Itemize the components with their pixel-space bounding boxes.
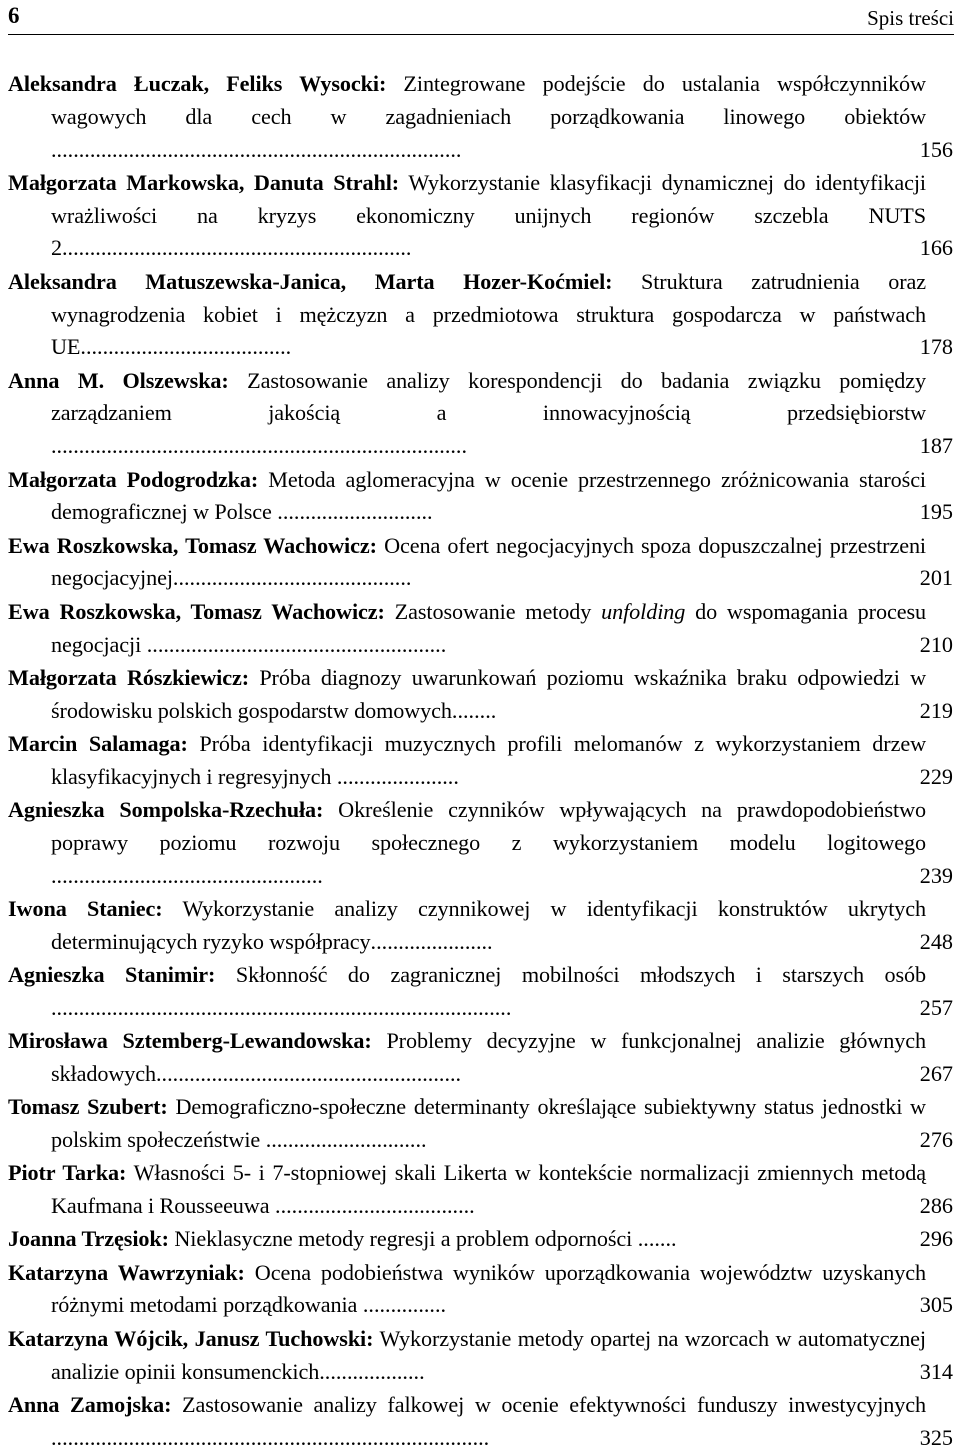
toc-entry [8, 365, 954, 463]
toc-entry-title: Ocena ofert negocjacyjnych spoza dopuszczalnej przestrzeni negocjacyjnej [51, 532, 926, 591]
toc-entry-title-start: Zastosowanie metody [394, 598, 592, 624]
toc-leader-dots: ................................................. [51, 862, 323, 888]
toc-page-number: 257 [919, 994, 953, 1020]
toc-entry-text [8, 959, 926, 1025]
toc-entry [8, 1257, 954, 1323]
toc-entry-authors: Anna M. Olszewska: [8, 367, 229, 393]
toc-entry-text [8, 893, 926, 959]
toc-leader-dots: ...................................................... [141, 631, 447, 657]
toc-entry-title: Problemy decyzyjne w funkcjonalnej analizie głównych składowych [51, 1028, 926, 1086]
toc-leader-dots: ...................................... [80, 334, 292, 360]
toc-leader-dots: ............... [357, 1292, 447, 1318]
toc-entry [8, 530, 954, 596]
toc-entry-title: Określenie czynników wpływających na prawdopodobieństwo poprawy poziomu rozwoju społecznego z wykorzystaniem modelu logitowego [51, 797, 926, 855]
toc-page-number: 286 [919, 1193, 953, 1219]
page-header [8, 0, 954, 35]
toc-entry [8, 167, 954, 265]
toc-entry-title: Własności 5- i 7-stopniowej skali Likerta w kontekście normalizacji zmiennych metodą Kaufmana i Rousseeuwa [51, 1160, 926, 1219]
toc-entry-text [8, 530, 926, 596]
toc-entry-authors: Małgorzata Rószkiewicz: [8, 664, 249, 690]
toc-entry-text [8, 365, 926, 463]
toc-entry-authors: Piotr Tarka: [8, 1160, 127, 1186]
toc-entry [8, 596, 954, 662]
toc-entry-authors: Marcin Salamaga: [8, 730, 188, 756]
toc-entry [8, 1323, 954, 1389]
toc-entry [8, 266, 954, 364]
toc-entry-text [8, 266, 926, 364]
toc-entry-authors: Aleksandra Łuczak, Feliks Wysocki: [8, 71, 387, 96]
toc-page-number: 305 [919, 1292, 953, 1318]
toc-entry [8, 464, 954, 530]
toc-page-number: 248 [919, 928, 953, 954]
toc-entry-title-italic: unfolding [601, 598, 686, 624]
toc-page-number: 210 [919, 631, 953, 657]
toc-entry-text [8, 794, 926, 892]
toc-entry-title: do wspomagania procesu negocjacji [51, 598, 926, 657]
toc-entry [8, 662, 954, 728]
toc-leader-dots: ....... [632, 1226, 677, 1252]
toc-entry-authors: Iwona Staniec: [8, 895, 163, 921]
toc-entry-text [8, 464, 926, 530]
toc-entry-authors: Aleksandra Matuszewska-Janica, Marta Hozer-Koćmiel: [8, 268, 613, 294]
toc-entry [8, 68, 954, 166]
toc-leader-dots: ........................................................................... [51, 433, 468, 459]
toc-entry-title: Zastosowanie analizy korespondencji do badania związku pomiędzy zarządzaniem jakością a innowacyjnością przedsiębiorstw [51, 367, 927, 426]
toc-leader-dots: .......................................................................... [51, 136, 462, 162]
toc-entry-authors: Katarzyna Wójcik, Janusz Tuchowski: [8, 1325, 374, 1351]
toc-entry-authors: Mirosława Sztemberg-Lewandowska: [8, 1028, 372, 1054]
toc-entry-text [8, 1323, 926, 1389]
toc-page-number: 325 [919, 1424, 953, 1450]
toc-entry-authors: Agnieszka Stanimir: [8, 962, 216, 988]
toc-entry [8, 1157, 954, 1223]
toc-leader-dots: ...................... [331, 763, 459, 789]
toc-entry-title: Próba diagnozy uwarunkowań poziomu wskaźnika braku odpowiedzi w środowisku polskich gospodarstw domowych [51, 664, 926, 723]
toc-entry-text [8, 728, 926, 794]
toc-page-number: 201 [919, 565, 953, 591]
toc-entry [8, 1389, 954, 1455]
toc-leader-dots: ........................................... [172, 565, 412, 591]
toc-entry-text [8, 1157, 926, 1223]
toc-entry-title: Demograficzno-społeczne determinanty określające subiektywny status jednostki w polskim społeczeństwie [51, 1094, 926, 1152]
toc-entry-title: Wykorzystanie analizy czynnikowej w identyfikacji konstruktów ukrytych determinujących ryzyko współpracy [51, 895, 926, 954]
toc-entry-text [8, 662, 926, 728]
toc-leader-dots: ...................... [370, 928, 493, 954]
toc-entry-text [8, 1389, 926, 1455]
toc-entry-authors: Ewa Roszkowska, Tomasz Wachowicz: [8, 532, 377, 558]
toc-entry-text [8, 1223, 926, 1256]
toc-entry [8, 1025, 954, 1091]
toc-entry [8, 1091, 954, 1157]
toc-entry-title: Zastosowanie analizy falkowej w ocenie efektywności funduszy inwestycyjnych [182, 1391, 926, 1417]
table-of-contents [8, 68, 954, 1455]
toc-page-number: 267 [919, 1060, 953, 1086]
toc-leader-dots: ............................................................... [62, 235, 412, 261]
toc-leader-dots: ............................................................................... [51, 1424, 490, 1450]
running-title: Spis treści [867, 6, 954, 30]
toc-leader-dots: ........ [451, 697, 497, 723]
toc-entry [8, 959, 954, 1025]
toc-page-number: 314 [919, 1358, 953, 1384]
page-number: 6 [8, 3, 20, 28]
toc-entry-title: Wykorzystanie metody opartej na wzorcach w automatycznej analizie opinii konsumenckich [51, 1325, 926, 1384]
toc-entry-authors: Katarzyna Wawrzyniak: [8, 1259, 245, 1285]
toc-entry-text [8, 1025, 926, 1091]
toc-entry-title: Zintegrowane podejście do ustalania współczynników wagowych dla cech w zagadnieniach porządkowania linowego obiektów [51, 71, 926, 129]
toc-page-number: 229 [919, 763, 953, 789]
toc-leader-dots: ............................ [271, 499, 433, 525]
toc-entry-authors: Joanna Trzęsiok: [8, 1226, 169, 1252]
toc-page-number: 276 [919, 1127, 953, 1152]
toc-entry-title: Struktura zatrudnienia oraz wynagrodzenia kobiet i mężczyzn a przedmiotowa struktura gospodarcza w państwach UE [51, 268, 926, 360]
toc-entry [8, 1223, 954, 1256]
toc-entry-title: Ocena podobieństwa wyników uporządkowania województw uzyskanych różnymi metodami porządkowania [51, 1259, 926, 1318]
toc-entry-text [8, 167, 926, 265]
toc-entry [8, 794, 954, 892]
toc-entry-authors: Małgorzata Markowska, Danuta Strahl: [8, 169, 400, 195]
toc-page-number: 178 [919, 334, 953, 360]
toc-leader-dots: ................... [319, 1358, 425, 1384]
toc-entry-text [8, 1091, 926, 1157]
toc-leader-dots: ................................................................................... [51, 994, 512, 1020]
toc-entry-authors: Tomasz Szubert: [8, 1094, 168, 1120]
toc-page-number: 195 [919, 499, 953, 525]
toc-entry-title: Metoda aglomeracyjna w ocenie przestrzennego zróżnicowania starości demograficznej w Polsce [51, 466, 926, 525]
toc-entry-text [8, 596, 926, 662]
toc-page-number: 296 [919, 1226, 953, 1252]
toc-leader-dots: .................................... [269, 1193, 475, 1219]
toc-page-number: 166 [919, 235, 953, 261]
toc-entry-title: Skłonność do zagranicznej mobilności młodszych i starszych osób [235, 962, 926, 988]
toc-entry-title: Nieklasyczne metody regresji a problem odporności [174, 1226, 633, 1252]
toc-entry-title: Wykorzystanie klasyfikacji dynamicznej do identyfikacji wrażliwości na kryzys ekonomiczny unijnych regionów szczebla NUTS 2 [51, 169, 927, 261]
toc-entry-authors: Ewa Roszkowska, Tomasz Wachowicz: [8, 598, 385, 624]
toc-entry [8, 728, 954, 794]
toc-page-number: 219 [919, 697, 953, 723]
toc-page-number: 156 [919, 136, 953, 162]
toc-entry-title: Próba identyfikacji muzycznych profili melomanów z wykorzystaniem drzew klasyfikacyjnych i regresyjnych [51, 730, 927, 789]
toc-entry-authors: Małgorzata Podogrodzka: [8, 466, 259, 492]
toc-page-number: 239 [919, 862, 953, 888]
toc-page-number: 187 [919, 433, 953, 459]
toc-leader-dots: ............................. [260, 1127, 427, 1152]
toc-leader-dots: ....................................................... [156, 1060, 462, 1086]
toc-entry-text [8, 68, 926, 166]
toc-entry-authors: Anna Zamojska: [8, 1391, 172, 1417]
toc-entry [8, 893, 954, 959]
toc-entry-authors: Agnieszka Sompolska-Rzechuła: [8, 797, 324, 823]
toc-entry-text [8, 1257, 926, 1323]
